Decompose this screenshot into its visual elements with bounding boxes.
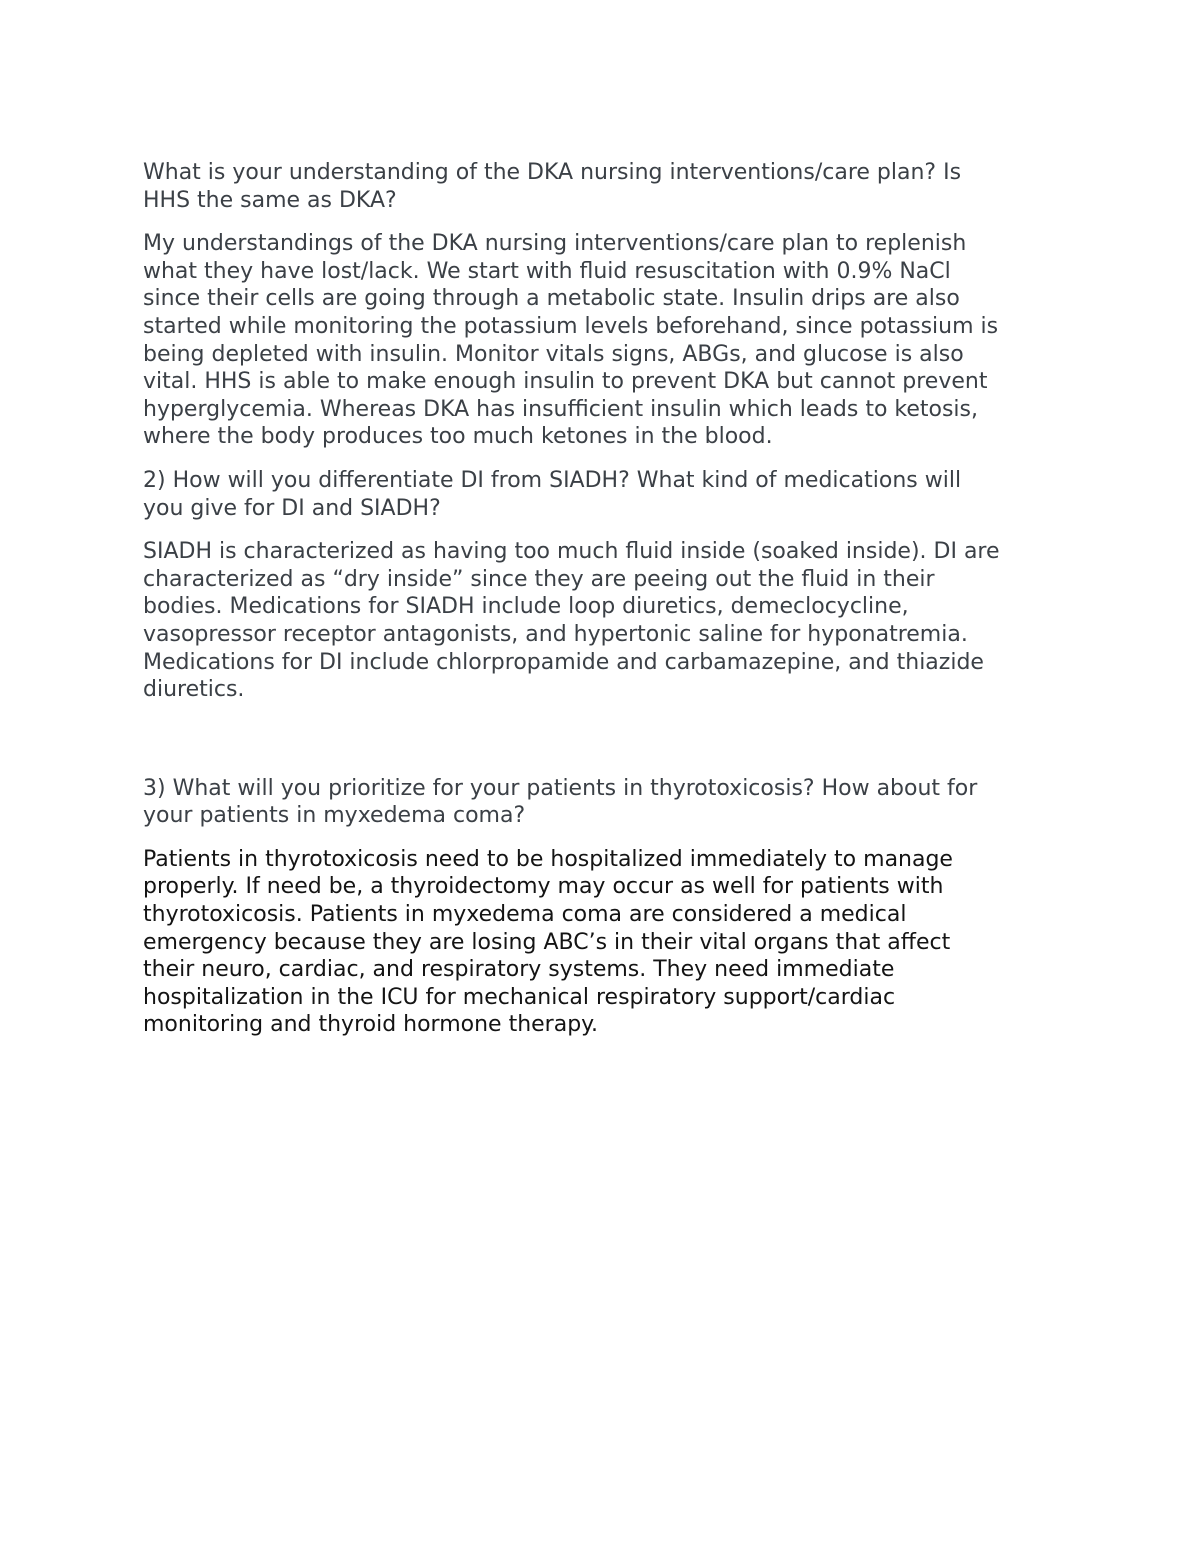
answer-3-line: monitoring and thyroid hormone therapy. bbox=[143, 1012, 599, 1038]
question-2-line: 2) How will you differentiate DI from SIADH? What kind of medications will bbox=[143, 467, 962, 493]
answer-3-line: properly. If need be, a thyroidectomy may occur as well for patients with bbox=[143, 874, 944, 900]
question-3 bbox=[143, 775, 1073, 830]
question-1 bbox=[143, 159, 1073, 214]
answer-2-line: vasopressor receptor antagonists, and hypertonic saline for hyponatremia. bbox=[143, 621, 968, 647]
answer-3-line: emergency because they are losing ABC’s in their vital organs that affect bbox=[143, 929, 951, 955]
answer-3-line: thyrotoxicosis. Patients in myxedema coma are considered a medical bbox=[143, 902, 907, 928]
answer-1-line: started while monitoring the potassium levels beforehand, since potassium is bbox=[143, 313, 999, 339]
question-1-line: What is your understanding of the DKA nursing interventions/care plan? Is bbox=[143, 160, 962, 185]
question-3-line: 3) What will you prioritize for your patients in thyrotoxicosis? How about for bbox=[143, 775, 978, 801]
question-3-line: your patients in myxedema coma? bbox=[143, 803, 526, 829]
answer-1 bbox=[143, 230, 1073, 451]
answer-2-line: Medications for DI include chlorpropamide and carbamazepine, and thiazide bbox=[143, 649, 984, 675]
answer-2-line: diuretics. bbox=[143, 677, 245, 703]
answer-2-line: bodies. Medications for SIADH include loop diuretics, demeclocycline, bbox=[143, 594, 909, 620]
answer-3 bbox=[143, 846, 1073, 1039]
answer-1-line: what they have lost/lack. We start with fluid resuscitation with 0.9% NaCl bbox=[143, 258, 951, 284]
question-2-line: you give for DI and SIADH? bbox=[143, 495, 441, 521]
document-body bbox=[143, 159, 1073, 1039]
answer-1-line: hyperglycemia. Whereas DKA has insufficient insulin which leads to ketosis, bbox=[143, 396, 979, 422]
answer-3-line: Patients in thyrotoxicosis need to be hospitalized immediately to manage bbox=[143, 846, 953, 872]
question-1-line: HHS the same as DKA? bbox=[143, 187, 397, 213]
answer-1-line: since their cells are going through a metabolic state. Insulin drips are also bbox=[143, 286, 960, 312]
answer-3-line: hospitalization in the ICU for mechanical respiratory support/cardiac bbox=[143, 984, 896, 1010]
answer-1-line: being depleted with insulin. Monitor vitals signs, ABGs, and glucose is also bbox=[143, 341, 964, 367]
answer-1-line: vital. HHS is able to make enough insulin to prevent DKA but cannot prevent bbox=[143, 369, 988, 395]
answer-1-line: My understandings of the DKA nursing interventions/care plan to replenish bbox=[143, 231, 967, 257]
answer-3-line: their neuro, cardiac, and respiratory systems. They need immediate bbox=[143, 957, 895, 983]
answer-2-line: characterized as “dry inside” since they are peeing out the fluid in their bbox=[143, 566, 935, 592]
answer-2 bbox=[143, 538, 1073, 704]
answer-1-line: where the body produces too much ketones in the blood. bbox=[143, 424, 773, 450]
question-2 bbox=[143, 467, 1073, 522]
answer-2-line: SIADH is characterized as having too much fluid inside (soaked inside). DI are bbox=[143, 539, 1000, 565]
